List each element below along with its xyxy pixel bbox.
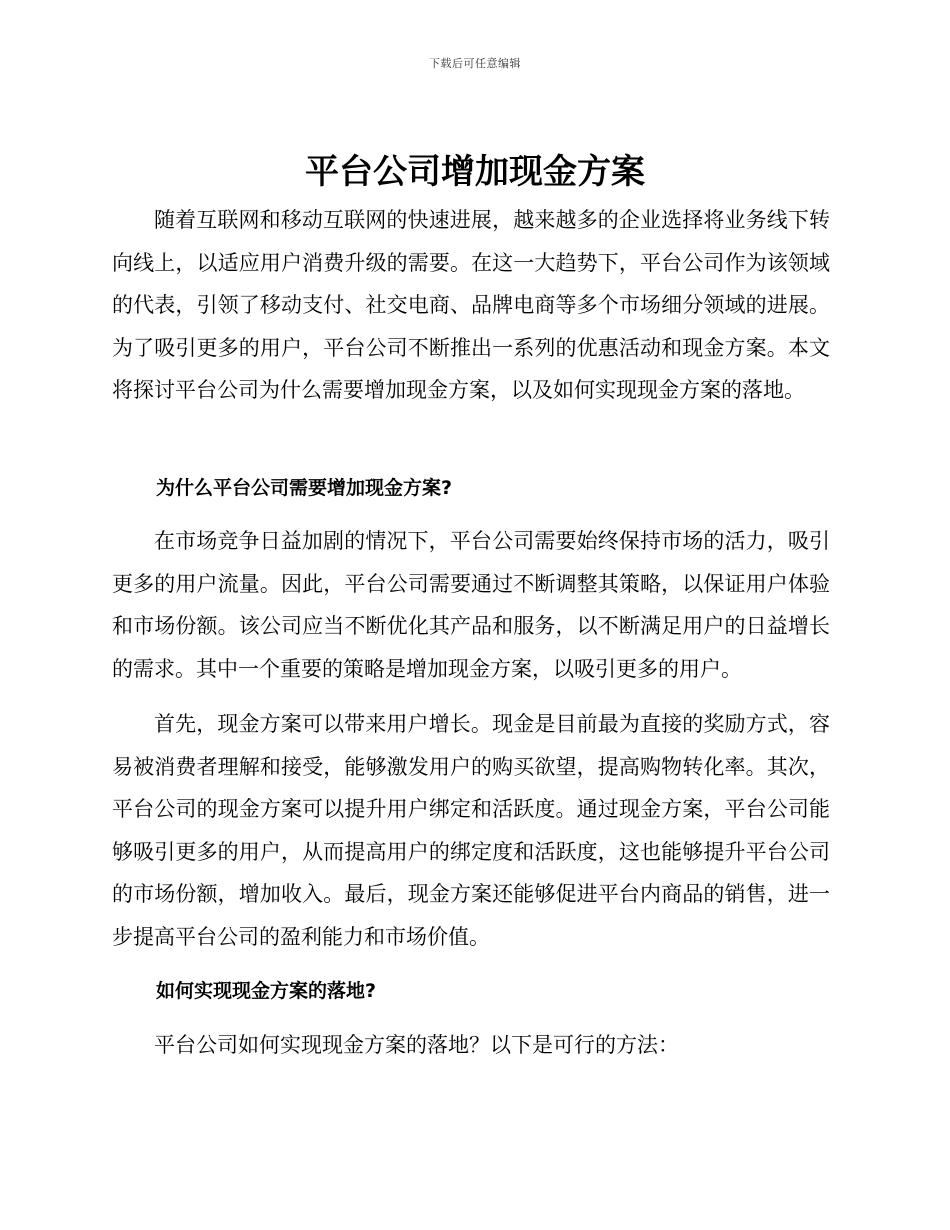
paragraph-benefits: 首先，现金方案可以带来用户增长。现金是目前最为直接的奖励方式，容易被消费者理解和接受，能够激发用户的购买欲望，提高购物转化率。其次，平台公司的现金方案可以提升用户绑定和活跃度。通过现金方案，平台公司能够吸引更多的用户，从而提高用户的绑定度和活跃度，这也能够提升平台公司的市场份额，增加收入。最后，现金方案还能够促进平台内商品的销售，进一步提高平台公司的盈利能力和市场价值。	[112, 712, 830, 949]
section-heading-why: 为什么平台公司需要增加现金方案?	[156, 477, 453, 499]
intro-paragraph: 随着互联网和移动互联网的快速进展，越来越多的企业选择将业务线下转向线上，以适应用户消费升级的需要。在这一大趋势下，平台公司作为该领域的代表，引领了移动支付、社交电商、品牌电商等多个市场细分领域的进展。为了吸引更多的用户，平台公司不断推出一系列的优惠活动和现金方案。本文将探讨平台公司为什么需要增加现金方案，以及如何实现现金方案的落地。	[112, 208, 830, 402]
paragraph-methods-intro: 平台公司如何实现现金方案的落地？以下是可行的方法：	[154, 1033, 679, 1057]
paragraph-market-competition: 在市场竞争日益加剧的情况下，平台公司需要始终保持市场的活力，吸引更多的用户流量。因此，平台公司需要通过不断调整其策略，以保证用户体验和市场份额。该公司应当不断优化其产品和服务，以不断满足用户的日益增长的需求。其中一个重要的策略是增加现金方案，以吸引更多的用户。	[112, 529, 830, 681]
document-title: 平台公司增加现金方案	[305, 152, 645, 192]
header-note: 下载后可任意编辑	[429, 57, 521, 70]
section-heading-how: 如何实现现金方案的落地?	[156, 980, 377, 1002]
